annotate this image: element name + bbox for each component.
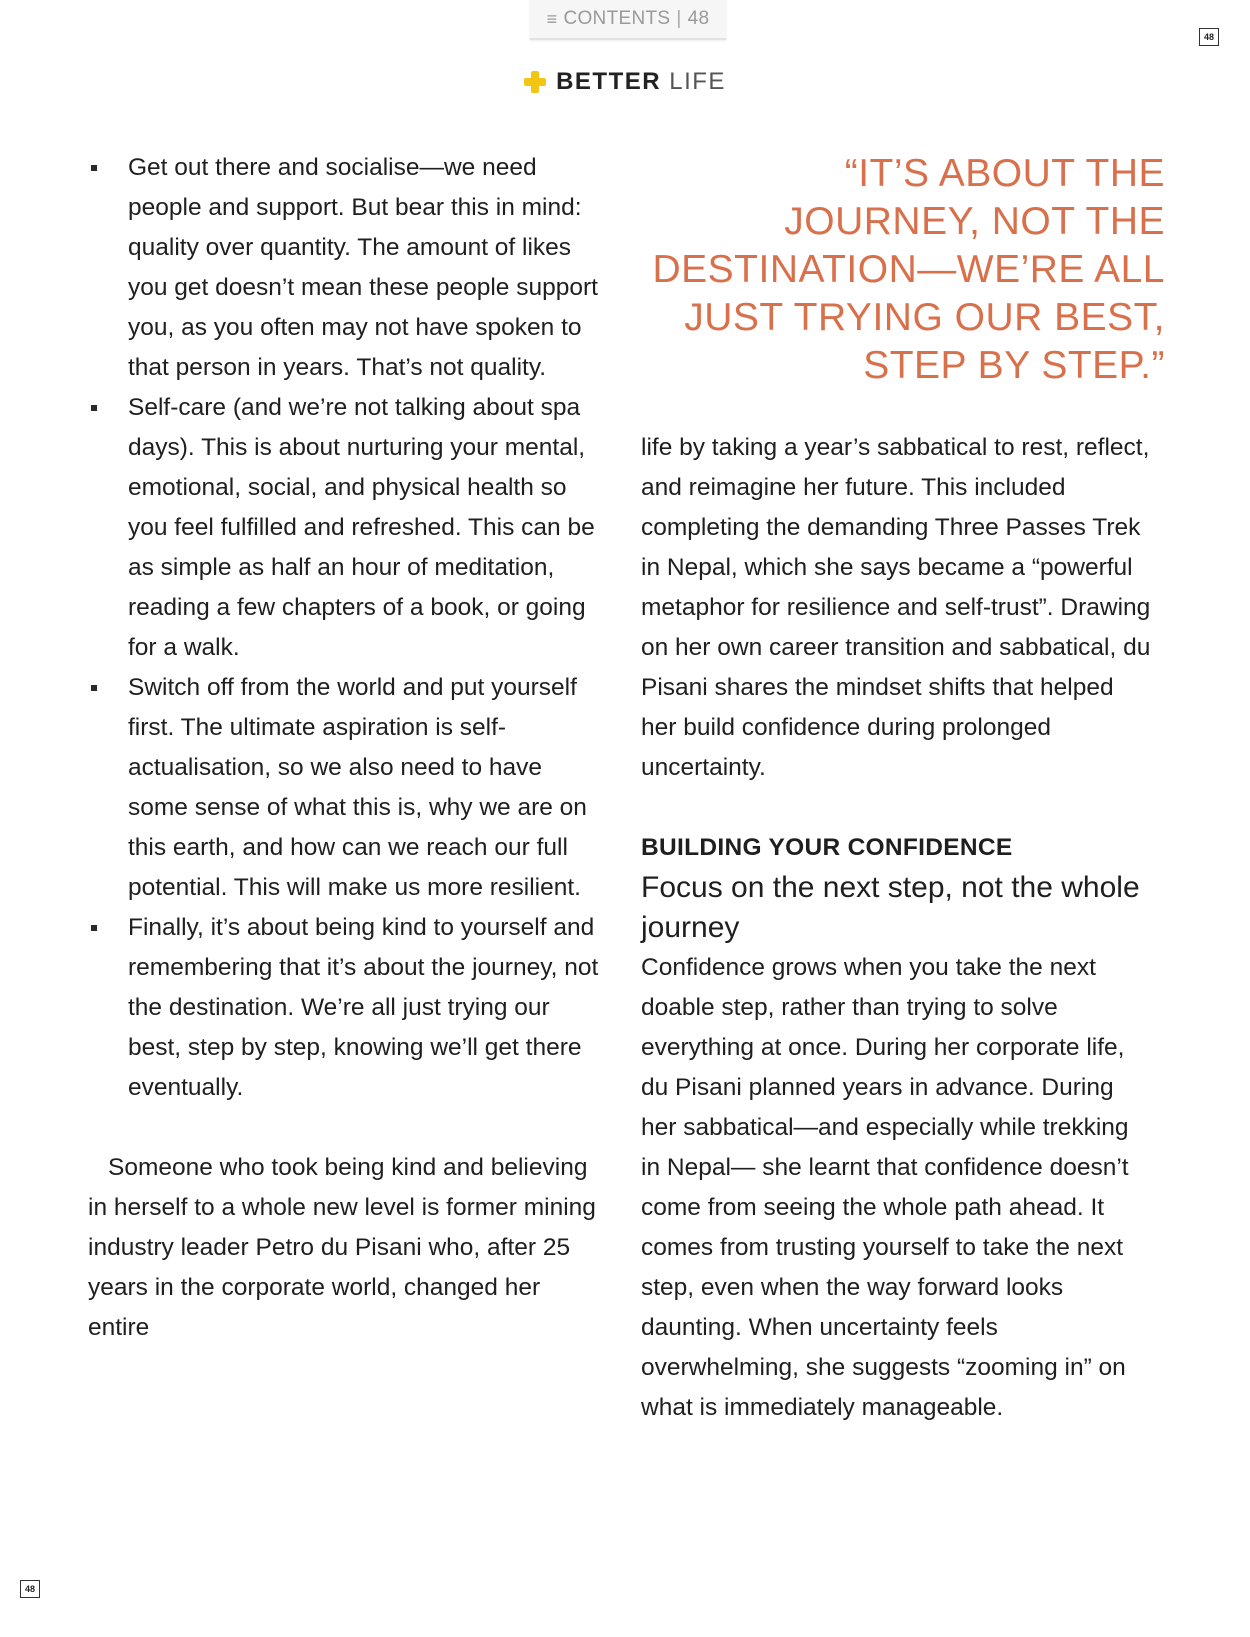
subheading: Focus on the next step, not the whole journey (641, 871, 1140, 944)
page-number-badge-bottom: 48 (20, 1580, 40, 1598)
contents-label: CONTENTS (563, 8, 671, 29)
section-kicker: BUILDING YOUR CONFIDENCE (641, 834, 1013, 861)
bullet-item-switch-off: Switch off from the world and put yourself first. The ultimate aspiration is self-actualisation, so we also need to have some sense of what this is, why we are on this earth, and how can we reach our full potential. This will make us more resilient. (88, 668, 608, 908)
page-number-badge-top: 48 (1199, 28, 1219, 46)
pull-quote: “IT’S ABOUT THE JOURNEY, NOT THE DESTINATION—WE’RE ALL JUST TRYING OUR BEST, STEP BY STEP.” (652, 152, 1165, 387)
bullet-item-socialise: Get out there and socialise—we need people and support. But bear this in mind: quality over quantity. The amount of likes you get doesn’t mean these people support you, as you often may not have spoken to that person in years. That’s not quality. (88, 148, 608, 388)
separator: | (676, 8, 682, 29)
bullet-item-be-kind: Finally, it’s about being kind to yourself and remembering that it’s about the journey, not the destination. We’re all just trying our best, step by step, knowing we’ll get there eventually. (88, 908, 608, 1108)
body-paragraph-confidence: Confidence grows when you take the next doable step, rather than trying to solve everything at once. During her corporate life, du Pisani planned years in advance. During her sabbatical—and especially while trekking in Nepal— she learnt that confidence doesn’t come from seeing the whole path ahead. It comes from trusting yourself to take the next step, even when the way forward looks daunting. When uncertainty feels overwhelming, she suggests “zooming in” on what is immediately manageable. (641, 954, 1129, 1421)
left-column (88, 148, 608, 1348)
section-title-light: LIFE (669, 68, 726, 95)
hamburger-menu-icon: ≡ (546, 8, 558, 29)
body-paragraph-continued: life by taking a year’s sabbatical to rest, reflect, and reimagine her future. This included completing the demanding Three Passes Trek in Nepal, which she says became a “powerful metaphor for resilience and self-trust”. Drawing on her own career transition and sabbatical, du Pisani shares the mindset shifts that helped her build confidence during prolonged uncertainty. (641, 434, 1151, 781)
bullet-list (88, 148, 608, 1108)
bullet-item-self-care: Self-care (and we’re not talking about spa days). This is about nurturing your mental, emotional, social, and physical health so you feel fulfilled and refreshed. This can be as simple as half an hour of meditation, reading a few chapters of a book, or going for a walk. (88, 388, 608, 668)
contents-tab[interactable] (530, 0, 726, 40)
section-title-strong: BETTER (556, 68, 662, 95)
right-column (641, 428, 1151, 1428)
plus-icon (524, 71, 546, 93)
section-header (0, 62, 1250, 102)
contents-page-number: 48 (687, 8, 710, 29)
body-paragraph-intro: Someone who took being kind and believing in herself to a whole new level is former mining industry leader Petro du Pisani who, after 25 years in the corporate world, changed her entire (88, 1154, 596, 1341)
